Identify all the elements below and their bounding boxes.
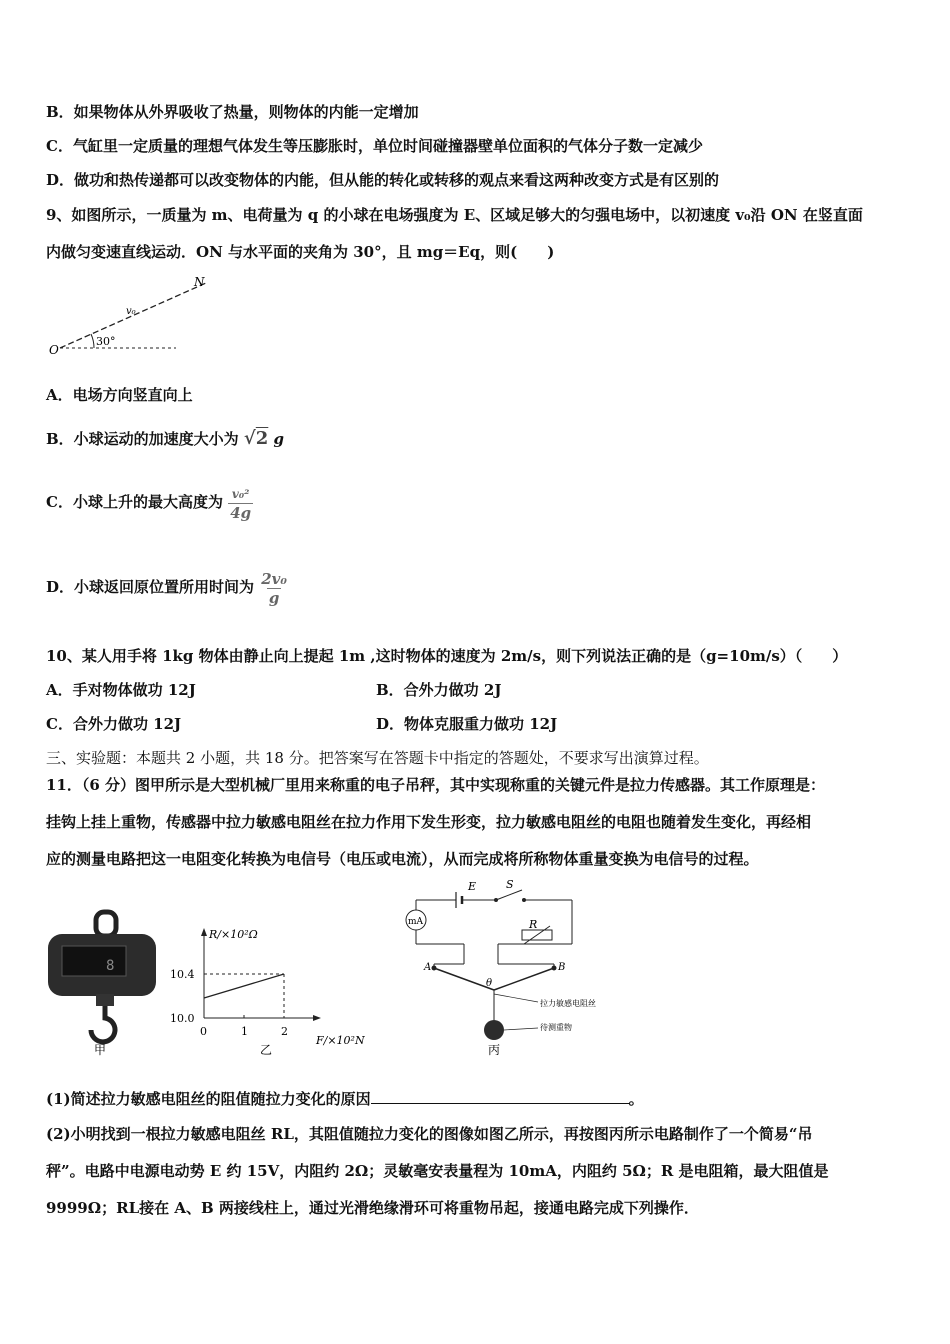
q11-sub2-line2: 秤”。电路中电源电动势 E 约 15V，内阻约 2Ω；灵敏毫安表量程为 10mA，内阻约 5Ω；R 是电阻箱，最大阻值是 (46, 1162, 829, 1180)
label-sensitive-wire: 拉力敏感电阻丝 (540, 999, 596, 1008)
q10-stem: 10、某人用手将 1kg 物体由静止向上提起 1m ,这时物体的速度为 2m/s，则下列说法正确的是（g=10m/s）（ ） (46, 647, 848, 665)
label-s: S (506, 878, 514, 891)
resistance-line (204, 974, 284, 998)
label-b: B (558, 962, 566, 973)
x-axis-label: F/×10²N (316, 1034, 365, 1047)
fraction-c (228, 485, 253, 522)
label-jia: 甲 (94, 1043, 107, 1057)
x-tick-0: 0 (200, 1025, 207, 1038)
q10-option-b: B．合外力做功 2J (376, 681, 502, 699)
q8-option-b: B．如果物体从外界吸收了热量，则物体的内能一定增加 (46, 103, 419, 121)
label-o: O (49, 343, 59, 357)
q10-option-d: D．物体克服重力做功 12J (376, 715, 558, 733)
label-weight: 待测重物 (540, 1023, 572, 1032)
q11-figure (44, 878, 624, 1060)
q9-stem-line1: 9、如图所示，一质量为 m、电荷量为 q 的小球在电场强度为 E、区域足够大的匀强电场中，以初速度 v₀沿 ON 在竖直面 (46, 206, 863, 224)
y-axis-label: R/×10²Ω (209, 928, 258, 941)
label-a: A (424, 962, 432, 973)
answer-blank[interactable] (371, 1089, 629, 1104)
x-tick-2: 2 (281, 1025, 288, 1038)
label-r: R (529, 918, 538, 931)
angle-arc (91, 334, 94, 348)
q8-option-c: C．气缸里一定质量的理想气体发生等压膨胀时，单位时间碰撞器壁单位面积的气体分子数一定减少 (46, 137, 703, 155)
q9-option-a: A．电场方向竖直向上 (46, 386, 193, 404)
label-theta: θ (486, 978, 493, 989)
meter-label: mA (408, 917, 424, 927)
q11-sub1-end: 。 (628, 1090, 644, 1108)
q9-option-d (46, 563, 289, 611)
q11-stem-line1: 11．（6 分）图甲所示是大型机械厂里用来称重的电子吊秤，其中实现称重的关键元件是拉力传感器。其工作原理是： (46, 776, 826, 794)
sqrt-symbol: √2 (243, 428, 269, 449)
q11-sub1 (46, 1089, 644, 1109)
y-tick-low: 10.0 (170, 1012, 195, 1025)
fraction-c-num: v₀² (231, 486, 250, 501)
fraction-c-den: 4g (230, 503, 252, 522)
q9-figure (46, 270, 246, 365)
fraction-d-den: g (268, 588, 280, 607)
q8-option-d: D．做功和热传递都可以改变物体的内能，但从能的转化或转移的观点来看这两种改变方式是有区别的 (46, 171, 720, 189)
label-angle: 30° (96, 335, 116, 348)
q11-sub2-line3: 9999Ω；RL接在 A、B 两接线柱上，通过光滑绝缘滑环可将重物吊起，接通电路完成下列操作． (46, 1199, 699, 1217)
label-yi: 乙 (260, 1043, 273, 1057)
label-n: N (194, 275, 205, 289)
circuit-bing (406, 878, 596, 1057)
q9-option-c-text: C．小球上升的最大高度为 (46, 493, 223, 511)
q9-option-b-text: B．小球运动的加速度大小为 (46, 430, 239, 448)
graph-yi (170, 928, 365, 1057)
label-v0: v₀ (126, 306, 136, 317)
q11-stem-line3: 应的测量电路把这一电阻变化转换为电信号（电压或电流），从而完成将所称物体重量变换为电信号的过程。 (46, 850, 759, 868)
label-bing: 丙 (488, 1043, 501, 1057)
q10-option-c: C．合外力做功 12J (46, 715, 182, 733)
q9-stem-line2: 内做匀变速直线运动．ON 与水平面的夹角为 30°，且 mg＝Eq，则( ) (46, 243, 555, 261)
section-3-heading: 三、实验题：本题共 2 小题，共 18 分。把答案写在答题卡中指定的答题处，不要求写出演算过程。 (46, 749, 709, 767)
fraction-d (259, 570, 289, 607)
q11-sub1-text: (1)简述拉力敏感电阻丝的阻值随拉力变化的原因 (46, 1090, 371, 1108)
scale-jia (48, 912, 156, 1057)
q9-option-b (46, 422, 284, 456)
q11-stem-line2: 挂钩上挂上重物，传感器中拉力敏感电阻丝在拉力作用下发生形变，拉力敏感电阻丝的电阻也随着发生变化，再经相 (46, 813, 812, 831)
fraction-d-num: 2v₀ (261, 569, 287, 588)
q9-option-b-g: g (273, 430, 285, 448)
q9-option-c (46, 480, 253, 524)
q11-sub2-line1: (2)小明找到一根拉力敏感电阻丝 RL，其阻值随拉力变化的图像如图乙所示，再按图丙所示电路制作了一个简易“吊 (46, 1125, 813, 1143)
sqrt-radicand: 2 (255, 428, 269, 449)
svg-text:8: 8 (106, 958, 115, 974)
label-e: E (468, 880, 477, 893)
y-tick-high: 10.4 (170, 968, 195, 981)
x-tick-1: 1 (241, 1025, 248, 1038)
q9-option-d-text: D．小球返回原位置所用时间为 (46, 578, 255, 596)
q10-option-a: A．手对物体做功 12J (46, 681, 196, 699)
